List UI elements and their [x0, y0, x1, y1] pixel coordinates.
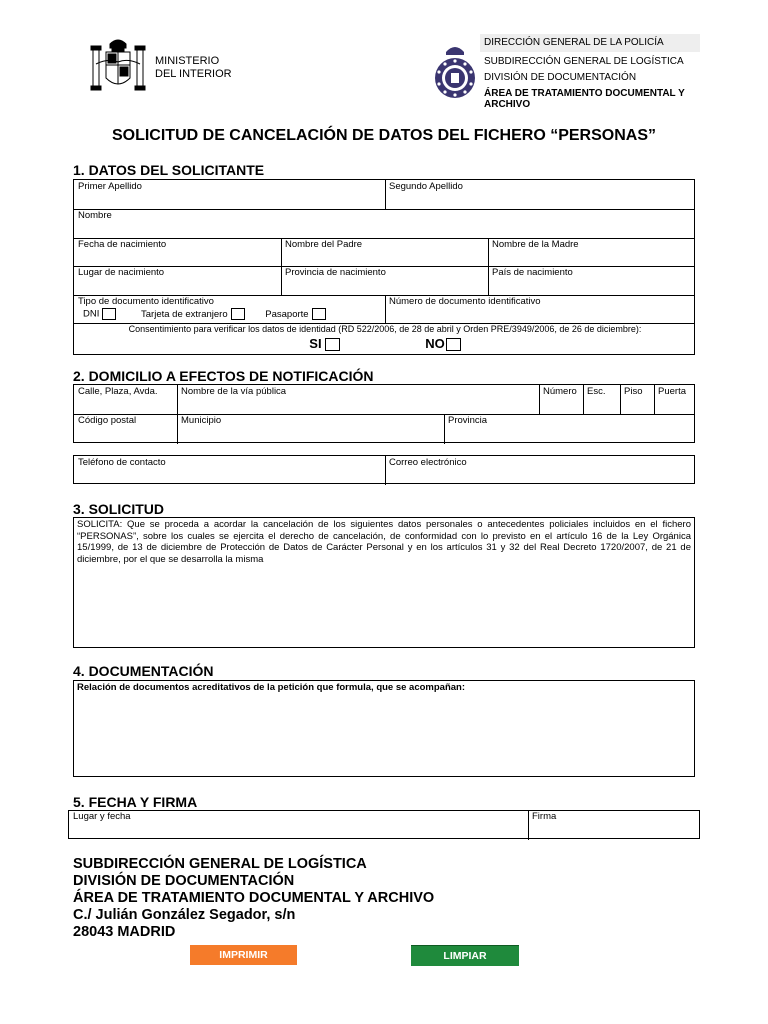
footer-line-5: 28043 MADRID [73, 924, 176, 940]
section-4-heading: 4. DOCUMENTACIÓN [73, 663, 214, 679]
footer-line-1: SUBDIRECCIÓN GENERAL DE LOGÍSTICA [73, 856, 367, 872]
documentacion-textarea[interactable] [73, 680, 695, 777]
numero-field[interactable] [539, 385, 583, 414]
piso-field[interactable] [620, 385, 654, 414]
correo-label: Correo electrónico [389, 457, 467, 468]
nombre-madre-field[interactable] [488, 238, 696, 266]
provincia-nacimiento-field[interactable] [281, 266, 488, 295]
tipo-documento-field [74, 295, 385, 323]
piso-label: Piso [624, 386, 643, 397]
municipio-label: Municipio [181, 415, 222, 426]
telefono-label: Teléfono de contacto [78, 457, 166, 468]
solicitud-text: SOLICITA: Que se proceda a acordar la cancelación de los siguientes datos personales o antecedentes policiales incluidos en el fichero “PERSONAS”, sobre los cuales se ejercita el derecho de cancelación, de conformidad con lo previsto en el artículo 16 de la Ley Orgánica 15/1999, de 13 de diciembre de Protección de Datos de Carácter Personal y en los artículos 31 y 32 del Real Decreto 1720/2007, de 21 de diciembre, por el que se desarrolla la misma [77, 519, 691, 565]
pasaporte-checkbox[interactable] [312, 308, 326, 320]
ministry-line-1: MINISTERIO [155, 55, 220, 67]
signature-table [68, 810, 700, 839]
org-line-1: DIRECCIÓN GENERAL DE LA POLICÍA [480, 34, 700, 52]
dni-checkbox[interactable] [102, 308, 116, 320]
nombre-padre-label: Nombre del Padre [285, 239, 363, 250]
solicitud-textarea[interactable] [73, 517, 695, 648]
correo-field[interactable] [385, 456, 696, 485]
nombre-madre-label: Nombre de la Madre [492, 239, 579, 250]
tarjeta-label: Tarjeta de extranjero [141, 308, 228, 320]
org-line-4: ÁREA DE TRATAMIENTO DOCUMENTAL Y [484, 88, 685, 99]
address-table [73, 384, 695, 443]
no-checkbox[interactable] [446, 338, 461, 351]
org-block [480, 34, 700, 110]
segundo-apellido-field[interactable] [385, 180, 696, 209]
footer-line-2: DIVISIÓN DE DOCUMENTACIÓN [73, 873, 295, 889]
footer-line-3: ÁREA DE TRATAMIENTO DOCUMENTAL Y ARCHIVO [73, 890, 435, 906]
lugar-fecha-label: Lugar y fecha [73, 811, 131, 822]
numero-documento-label: Número de documento identificativo [389, 296, 541, 307]
firma-field[interactable] [528, 811, 701, 840]
municipio-field[interactable] [177, 414, 444, 444]
pasaporte-label: Pasaporte [265, 308, 309, 320]
org-line-3: DIVISIÓN DE DOCUMENTACIÓN [484, 72, 637, 83]
numero-label: Número [543, 386, 577, 397]
dni-label: DNI [83, 308, 100, 320]
esc-field[interactable] [583, 385, 620, 414]
section-1-heading: 1. DATOS DEL SOLICITANTE [73, 162, 265, 178]
tipo-documento-label: Tipo de documento identificativo [78, 296, 214, 307]
applicant-data-table [73, 179, 695, 355]
provincia-label: Provincia [448, 415, 488, 426]
imprimir-button[interactable]: IMPRIMIR [190, 945, 297, 965]
codigo-postal-label: Código postal [78, 415, 137, 426]
si-checkbox[interactable] [325, 338, 340, 351]
nombre-via-field[interactable] [177, 385, 539, 414]
footer-address [73, 856, 434, 941]
fecha-nacimiento-label: Fecha de nacimiento [78, 239, 167, 250]
page-title: SOLICITUD DE CANCELACIÓN DE DATOS DEL FICHERO “PERSONAS” [111, 127, 657, 144]
calle-field[interactable] [74, 385, 177, 414]
provincia-field[interactable] [444, 414, 696, 444]
esc-label: Esc. [587, 386, 606, 397]
section-5-heading: 5. FECHA Y FIRMA [73, 794, 198, 810]
coat-of-arms-logo [88, 34, 148, 100]
footer-line-4: C./ Julián González Segador, s/n [73, 907, 296, 923]
codigo-postal-field[interactable] [74, 414, 177, 444]
telefono-field[interactable] [74, 456, 385, 485]
documentacion-label: Relación de documentos acreditativos de la petición que formula, que se acompañan: [77, 682, 466, 693]
calle-label: Calle, Plaza, Avda. [78, 386, 158, 397]
nombre-padre-field[interactable] [281, 238, 488, 266]
ministry-line-2: DEL INTERIOR [155, 68, 232, 80]
lugar-fecha-field[interactable] [69, 811, 528, 840]
provincia-nacimiento-label: Provincia de nacimiento [285, 267, 386, 278]
primer-apellido-field[interactable] [74, 180, 385, 209]
section-2-heading: 2. DOMICILIO A EFECTOS DE NOTIFICACIÓN [73, 368, 374, 384]
primer-apellido-label: Primer Apellido [78, 181, 142, 192]
firma-label: Firma [532, 811, 557, 822]
nombre-field[interactable] [74, 209, 696, 238]
section-3-heading: 3. SOLICITUD [73, 501, 165, 517]
fecha-nacimiento-field[interactable] [74, 238, 281, 266]
limpiar-button[interactable]: LIMPIAR [411, 945, 519, 966]
lugar-nacimiento-field[interactable] [74, 266, 281, 295]
nombre-via-label: Nombre de la vía pública [181, 386, 287, 397]
nombre-label: Nombre [78, 210, 112, 221]
org-line-2: SUBDIRECCIÓN GENERAL DE LOGÍSTICA [484, 56, 684, 67]
consentimiento-label: Consentimiento para verificar los datos de identidad (RD 522/2006, de 28 de abril y Orden PRE/3949/2006, de 26 de diciembre): [128, 324, 642, 334]
puerta-field[interactable] [654, 385, 696, 414]
ministry-name [155, 55, 232, 81]
org-line-5: ARCHIVO [484, 99, 531, 110]
pais-nacimiento-field[interactable] [488, 266, 696, 295]
consentimiento-row [74, 323, 696, 356]
si-label: SI [309, 336, 322, 351]
police-badge-logo [432, 42, 478, 102]
numero-documento-field[interactable] [385, 295, 696, 323]
puerta-label: Puerta [658, 386, 686, 397]
contact-table [73, 455, 695, 484]
segundo-apellido-label: Segundo Apellido [389, 181, 463, 192]
no-label: NO [425, 336, 445, 351]
pais-nacimiento-label: País de nacimiento [492, 267, 573, 278]
tarjeta-checkbox[interactable] [231, 308, 245, 320]
lugar-nacimiento-label: Lugar de nacimiento [78, 267, 165, 278]
